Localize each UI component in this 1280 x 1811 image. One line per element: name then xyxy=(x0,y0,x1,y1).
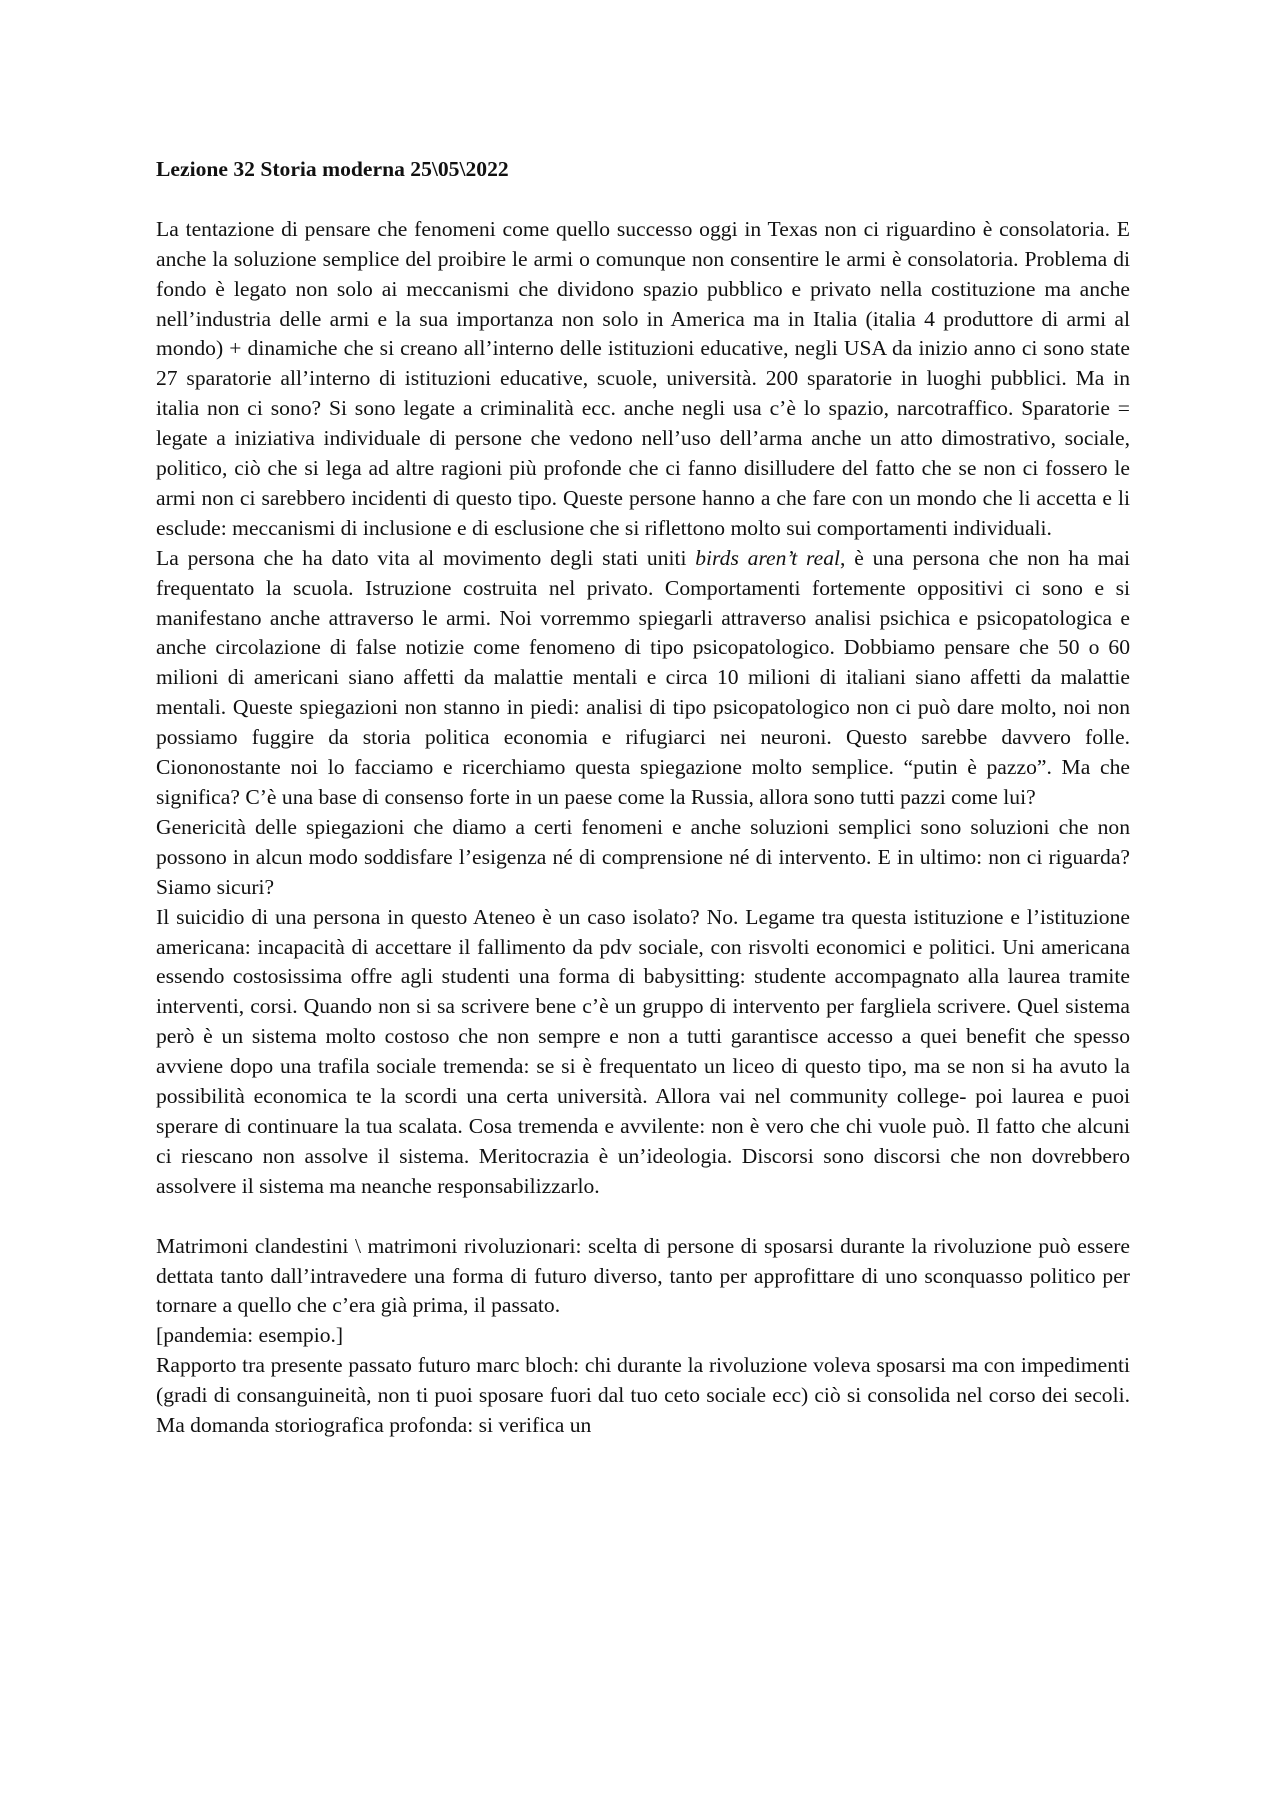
paragraph-marc-bloch: Rapporto tra presente passato futuro marc bloch: chi durante la rivoluzione voleva sposarsi ma con impedimenti (gradi di consanguineità, non ti puoi sposare fuori dal tuo ceto sociale ecc) ciò si consolida nel corso dei secoli. Ma domanda storiografica profonda: si verifica un xyxy=(156,1353,1130,1438)
paragraph-clandestine-marriages: Matrimoni clandestini \ matrimoni rivoluzionari: scelta di persone di sposarsi durante la rivoluzione può essere dettata tanto dall’intravedere una forma di futuro diverso, tanto per approfittare di uno sconquasso politico per tornare a quello che c’era già prima, il passato. xyxy=(156,1233,1130,1318)
paragraph-texas-shootings: La tentazione di pensare che fenomeni come quello successo oggi in Texas non ci riguardino è consolatoria. E anche la soluzione semplice del proibire le armi o comunque non consentire le armi è consolatoria. Problema di fondo è legato non solo ai meccanismi che dividono spazio pubblico e privato nella costituzione ma anche nell’industria delle armi e la sua importanza non solo in America ma in Italia (italia 4 produttore di armi al mondo) + dinamiche che si creano all’interno delle istituzioni educative, negli USA da inizio anno ci sono state 27 sparatorie all’interno di istituzioni educative, scuole, università. 200 sparatorie in luoghi pubblici. Ma in italia non ci sono? Si sono legate a criminalità ecc. anche negli usa c’è lo spazio, narcotraffico. Sparatorie = legate a iniziativa individuale di persone che vedono nell’uso dell’arma anche un atto dimostrativo, sociale, politico, ciò che si lega ad altre ragioni più profonde che ci fanno disilludere del fatto che se non ci fossero le armi non ci sarebbero incidenti di questo tipo. Queste persone hanno a che fare con un mondo che li accetta e li esclude: meccanismi di inclusione e di esclusione che si riflettono molto sui comportamenti individuali. xyxy=(156,216,1130,540)
italic-movement-name: birds aren’t real xyxy=(695,545,840,570)
paragraph-pandemic-note: [pandemia: esempio.] xyxy=(156,1323,344,1348)
paragraph-spacer xyxy=(156,1202,1130,1232)
paragraph-text: La persona che ha dato vita al movimento degli stati uniti xyxy=(156,545,696,570)
paragraph-university-system: Il suicidio di una persona in questo Ateneo è un caso isolato? No. Legame tra questa istituzione e l’istituzione americana: incapacità di accettare il fallimento da pdv sociale, con risvolti economici e politici. Uni americana essendo costosissima offre agli studenti una forma di babysitting: studente accompagnato alla laurea tramite interventi, corsi. Quando non si sa scrivere bene c’è un gruppo di intervento per fargliela scrivere. Quel sistema però è un sistema molto costoso che non sempre e non a tutti garantisce accesso a quei benefit che spesso avviene dopo una trafila sociale tremenda: se si è frequentato un liceo di questo tipo, ma se non si ha avuto la possibilità economica te la scordi una certa università. Allora vai nel community college- poi laurea e puoi sperare di continuare la tua scalata. Cosa tremenda e avvilente: non è vero che chi vuole può. Il fatto che alcuni ci riescano non assolve il sistema. Meritocrazia è un’ideologia. Discorsi sono discorsi che non dovrebbero assolvere il sistema ma neanche responsabilizzarlo. xyxy=(156,904,1130,1198)
paragraph-birds-arent-real xyxy=(156,544,1130,813)
document-body xyxy=(156,155,1130,1441)
paragraph-simple-explanations: Genericità delle spiegazioni che diamo a certi fenomeni e anche soluzioni semplici sono soluzioni che non possono in alcun modo soddisfare l’esigenza né di comprensione né di intervento. E in ultimo: non ci riguarda? Siamo sicuri? xyxy=(156,814,1130,899)
paragraph-text: , è una persona che non ha mai frequentato la scuola. Istruzione costruita nel privato. Comportamenti fortemente oppositivi ci sono e si manifestano anche attraverso le armi. Noi vorremmo spiegarli attraverso analisi psichica e psicopatologica e anche circolazione di false notizie come fenomeno di tipo psicopatologico. Dobbiamo pensare che 50 o 60 milioni di americani siano affetti da malattie mentali e circa 10 milioni di italiani siano affetti da malattie mentali. Queste spiegazioni non stanno in piedi: analisi di tipo psicopatologico non ci può dare molto, noi non possiamo fuggire da storia politica economia e rifugiarci nei neuroni. Questo sarebbe davvero folle. Ciononostante noi lo facciamo e ricerchiamo questa spiegazione molto semplice. “putin è pazzo”. Ma che significa? C’è una base di consenso forte in un paese come la Russia, allora sono tutti pazzi come lui? xyxy=(156,545,1130,810)
lesson-title: Lezione 32 Storia moderna 25\05\2022 xyxy=(156,157,509,181)
